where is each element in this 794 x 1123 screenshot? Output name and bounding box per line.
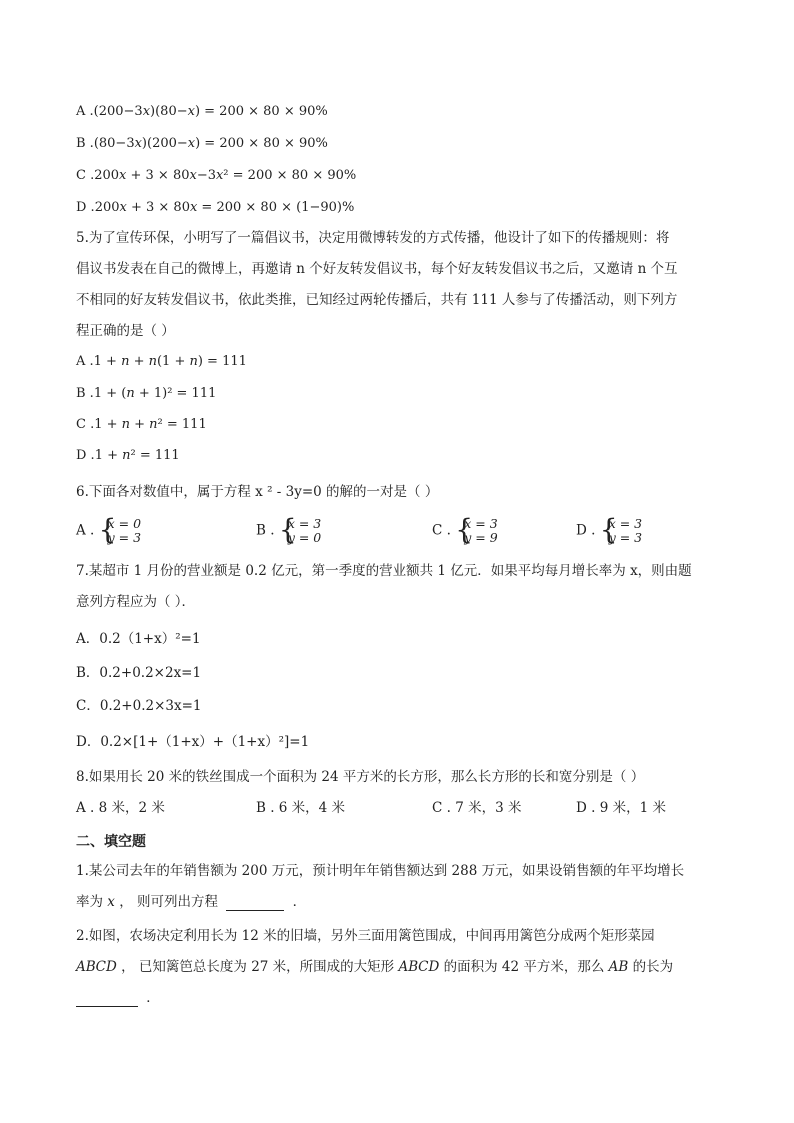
- q8-options: [76, 799, 696, 819]
- q7-stem-line-1: 7.某超市 1 月份的营业额是 0.2 亿元，第一季度的营业额共 1 亿元．如果平均每月增长率为 x，则由题: [76, 563, 692, 579]
- q7-option-d: D．0.2×[1+（1+x）+（1+x）²]=1: [76, 734, 310, 750]
- equation-system: { x = 3 y = 3: [599, 513, 643, 546]
- system-eq-1: x = 0: [107, 516, 142, 531]
- fill2-line-1: 2.如图，农场决定利用长为 12 米的旧墙，另外三面用篱笆围成，中间再用篱笆分成两个矩形菜园: [76, 928, 655, 944]
- fill1-line-1: 1.某公司去年的年销售额为 200 万元，预计明年年销售额达到 288 万元，如果设销售额的年平均增长: [76, 863, 685, 879]
- q4-option-d: D .200𝑥 + 3 × 80𝑥 = 200 × 80 × (1−90)%: [76, 200, 355, 215]
- q7-option-b: B．0.2+0.2×2x=1: [76, 665, 202, 681]
- q6-option-d: [576, 513, 643, 546]
- fill2-line-3: [76, 989, 160, 1007]
- q8-option-a: A . 8 米，2 米: [76, 800, 165, 816]
- option-label: C .: [432, 522, 451, 539]
- q4-option-a: A .(200−3𝑥)(80−𝑥) = 200 × 80 × 90%: [76, 104, 328, 119]
- q6-options: [76, 513, 696, 549]
- q5-stem-line-2: 倡议书发表在自己的微博上，再邀请 n 个好友转发倡议书，每个好友转发倡议书之后，又邀请 n 个互: [76, 261, 678, 277]
- q8-option-c: C . 7 米，3 米: [432, 800, 522, 816]
- fill1-text: 率为 𝑥 ， 则可列出方程: [76, 894, 218, 910]
- equation-system: { x = 3 y = 9: [455, 513, 498, 546]
- system-eq-1: x = 3: [464, 516, 498, 531]
- system-eq-2: y = 3: [608, 530, 643, 545]
- q5-option-d: D .1 + 𝑛² = 111: [76, 448, 180, 463]
- q5-option-b: B .1 + (𝑛 + 1)² = 111: [76, 386, 217, 401]
- answer-blank[interactable]: [226, 896, 284, 911]
- q4-option-b: B .(80−3𝑥)(200−𝑥) = 200 × 80 × 90%: [76, 136, 328, 151]
- option-label: A .: [76, 522, 95, 539]
- system-eq-2: y = 0: [287, 530, 322, 545]
- q6-option-b: [256, 513, 322, 546]
- fill2-end: ．: [146, 990, 160, 1006]
- q4-option-c: C .200𝑥 + 3 × 80𝑥−3𝑥² = 200 × 80 × 90%: [76, 168, 357, 183]
- system-eq-1: x = 3: [287, 516, 322, 531]
- system-eq-2: y = 3: [107, 530, 142, 545]
- q5-option-a: A .1 + 𝑛 + 𝑛(1 + 𝑛) = 111: [76, 354, 247, 369]
- q7-option-c: C．0.2+0.2×3x=1: [76, 698, 202, 714]
- q7-option-a: A．0.2（1+x）²=1: [76, 631, 201, 647]
- q6-option-a: [76, 513, 142, 546]
- answer-blank[interactable]: [76, 992, 138, 1007]
- q8-option-d: D . 9 米，1 米: [576, 800, 666, 816]
- equation-system: { x = 3 y = 0: [278, 513, 322, 546]
- option-label: B .: [256, 522, 275, 539]
- system-eq-1: x = 3: [608, 516, 643, 531]
- q8-option-b: B . 6 米，4 米: [256, 800, 346, 816]
- q6-option-c: [432, 513, 498, 546]
- q5-stem-line-4: 程正确的是（ ）: [76, 323, 175, 339]
- fill1-line-2: [76, 893, 306, 911]
- q5-option-c: C .1 + 𝑛 + 𝑛² = 111: [76, 417, 207, 432]
- q5-stem-line-3: 不相同的好友转发倡议书，依此类推，已知经过两轮传播后，共有 111 人参与了传播活动，则下列方: [76, 292, 678, 308]
- equation-system: { x = 0 y = 3: [98, 513, 142, 546]
- q6-stem: 6.下面各对数值中，属于方程 x ² - 3y=0 的解的一对是（ ）: [76, 484, 439, 500]
- fill2-line-2: 𝐴𝐵𝐶𝐷 ， 已知篱笆总长度为 27 米，所围成的大矩形 𝐴𝐵𝐶𝐷 的面积为 42 平方米，那么 𝐴𝐵 的长为: [76, 959, 674, 975]
- q5-stem-line-1: 5.为了宣传环保，小明写了一篇倡议书，决定用微博转发的方式传播，他设计了如下的传播规则：将: [76, 230, 670, 246]
- option-label: D .: [576, 522, 596, 539]
- system-eq-2: y = 9: [464, 530, 498, 545]
- q7-stem-line-2: 意列方程应为（ ）．: [76, 594, 196, 610]
- section-heading: 二、填空题: [76, 834, 146, 850]
- q8-stem: 8.如果用长 20 米的铁丝围成一个面积为 24 平方米的长方形，那么长方形的长和宽分别是（ ）: [76, 769, 645, 785]
- fill1-end: ．: [292, 894, 307, 910]
